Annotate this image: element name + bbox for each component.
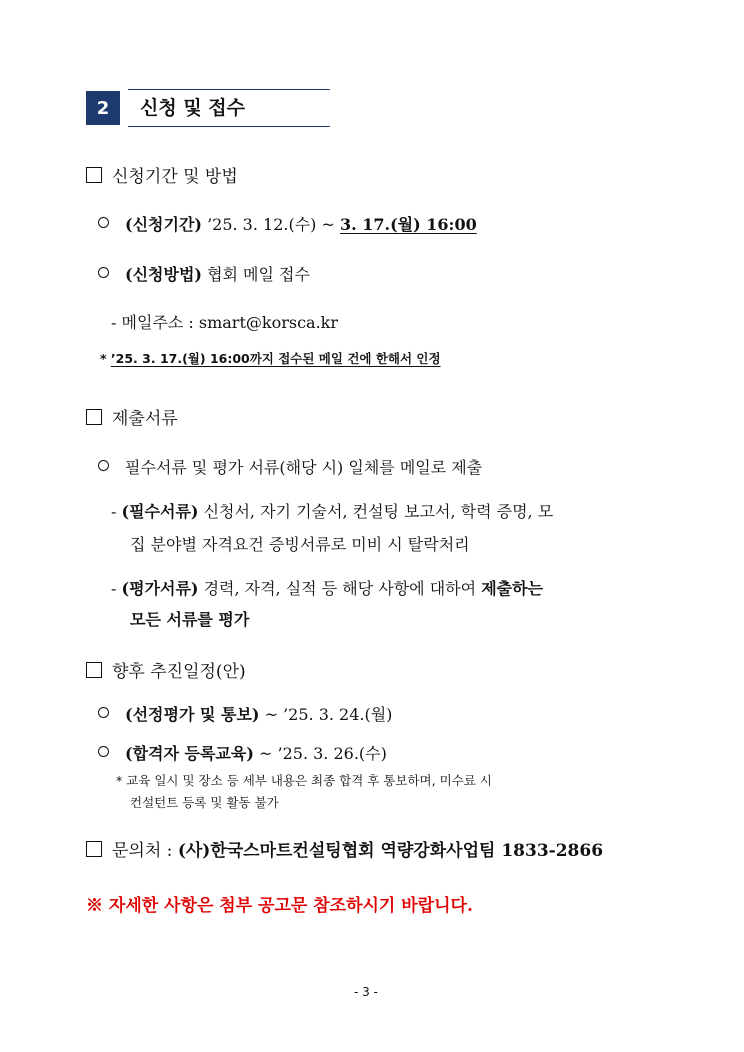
schedule-note-line1: * 교육 일시 및 장소 등 세부 내용은 최종 합격 후 통보하며, 미수료 시 xyxy=(116,773,492,788)
attachment-notice xyxy=(86,891,473,916)
schedule-item-1 xyxy=(98,702,392,725)
schedule-heading: 향후 추진일정(안) xyxy=(86,657,246,682)
period-label: (신청기간) xyxy=(125,215,202,234)
bullet-circle-icon xyxy=(98,707,109,718)
period-method-heading: 신청기간 및 방법 xyxy=(86,162,238,187)
checkbox-icon xyxy=(86,841,102,857)
method-row xyxy=(98,262,310,285)
required-docs-line2: 집 분야별 자격요건 증빙서류로 미비 시 탈락처리 xyxy=(130,535,470,554)
checkbox-icon xyxy=(86,409,102,425)
bullet-circle-icon xyxy=(98,746,109,757)
method-label: (신청방법) xyxy=(125,265,202,284)
contact-line xyxy=(86,836,603,861)
note-mark: * xyxy=(100,351,107,366)
period-start: ’25. 3. 12.(수) ~ xyxy=(207,215,340,234)
bullet-circle-icon xyxy=(98,217,109,228)
eval-docs-label: (평가서류) xyxy=(121,579,199,598)
page-number: - 3 - xyxy=(354,985,378,999)
email-line: - 메일주소 : smart@korsca.kr xyxy=(111,313,338,332)
eval-docs-text-bold: 제출하는 xyxy=(481,579,544,598)
schedule-item-1-label: (선정평가 및 통보) xyxy=(125,705,260,724)
deadline-note-text: ’25. 3. 17.(월) 16:00까지 접수된 메일 건에 한해서 인정 xyxy=(110,351,441,366)
period-end: 3. 17.(월) 16:00 xyxy=(340,215,477,234)
bullet-circle-icon xyxy=(98,460,109,471)
method-value: 협회 메일 접수 xyxy=(207,265,310,284)
deadline-note xyxy=(100,349,441,367)
schedule-item-1-value: ~ ’25. 3. 24.(월) xyxy=(264,705,393,724)
eval-docs-line2: 모든 서류를 평가 xyxy=(130,610,250,629)
period-row xyxy=(98,212,477,235)
required-docs-line1: - (필수서류) 신청서, 자기 기술서, 컨설팅 보고서, 학력 증명, 모 xyxy=(111,502,554,521)
section-title: 신청 및 접수 xyxy=(140,97,245,119)
bullet-circle-icon xyxy=(98,267,109,278)
schedule-item-2-label: (합격자 등록교육) xyxy=(125,744,254,763)
note-mark: * xyxy=(116,773,123,788)
contact-label: 문의처 : xyxy=(112,841,173,861)
eval-docs-line1: - (평가서류) 경력, 자격, 실적 등 해당 사항에 대하여 제출하는 xyxy=(111,579,544,598)
documents-summary: 필수서류 및 평가 서류(해당 시) 일체를 메일로 제출 xyxy=(98,455,482,478)
checkbox-icon xyxy=(86,662,102,678)
eval-docs-text: 경력, 자격, 실적 등 해당 사항에 대하여 xyxy=(203,579,477,598)
section-number-badge: 2 xyxy=(86,91,120,125)
schedule-note-line2: 컨설턴트 등록 및 활동 불가 xyxy=(130,795,279,810)
checkbox-icon xyxy=(86,167,102,183)
required-docs-label: (필수서류) xyxy=(121,502,199,521)
notice-text: 자세한 사항은 첨부 공고문 참조하시기 바랍니다. xyxy=(108,896,473,916)
contact-value: (사)한국스마트컨설팅협회 역량강화사업팀 1833-2866 xyxy=(177,841,604,861)
documents-heading: 제출서류 xyxy=(86,404,178,429)
reference-mark-icon: ※ xyxy=(86,896,103,916)
schedule-item-2-value: ~ ’25. 3. 26.(수) xyxy=(259,744,387,763)
schedule-item-2 xyxy=(98,741,387,764)
required-docs-text: 신청서, 자기 기술서, 컨설팅 보고서, 학력 증명, 모 xyxy=(203,502,554,521)
